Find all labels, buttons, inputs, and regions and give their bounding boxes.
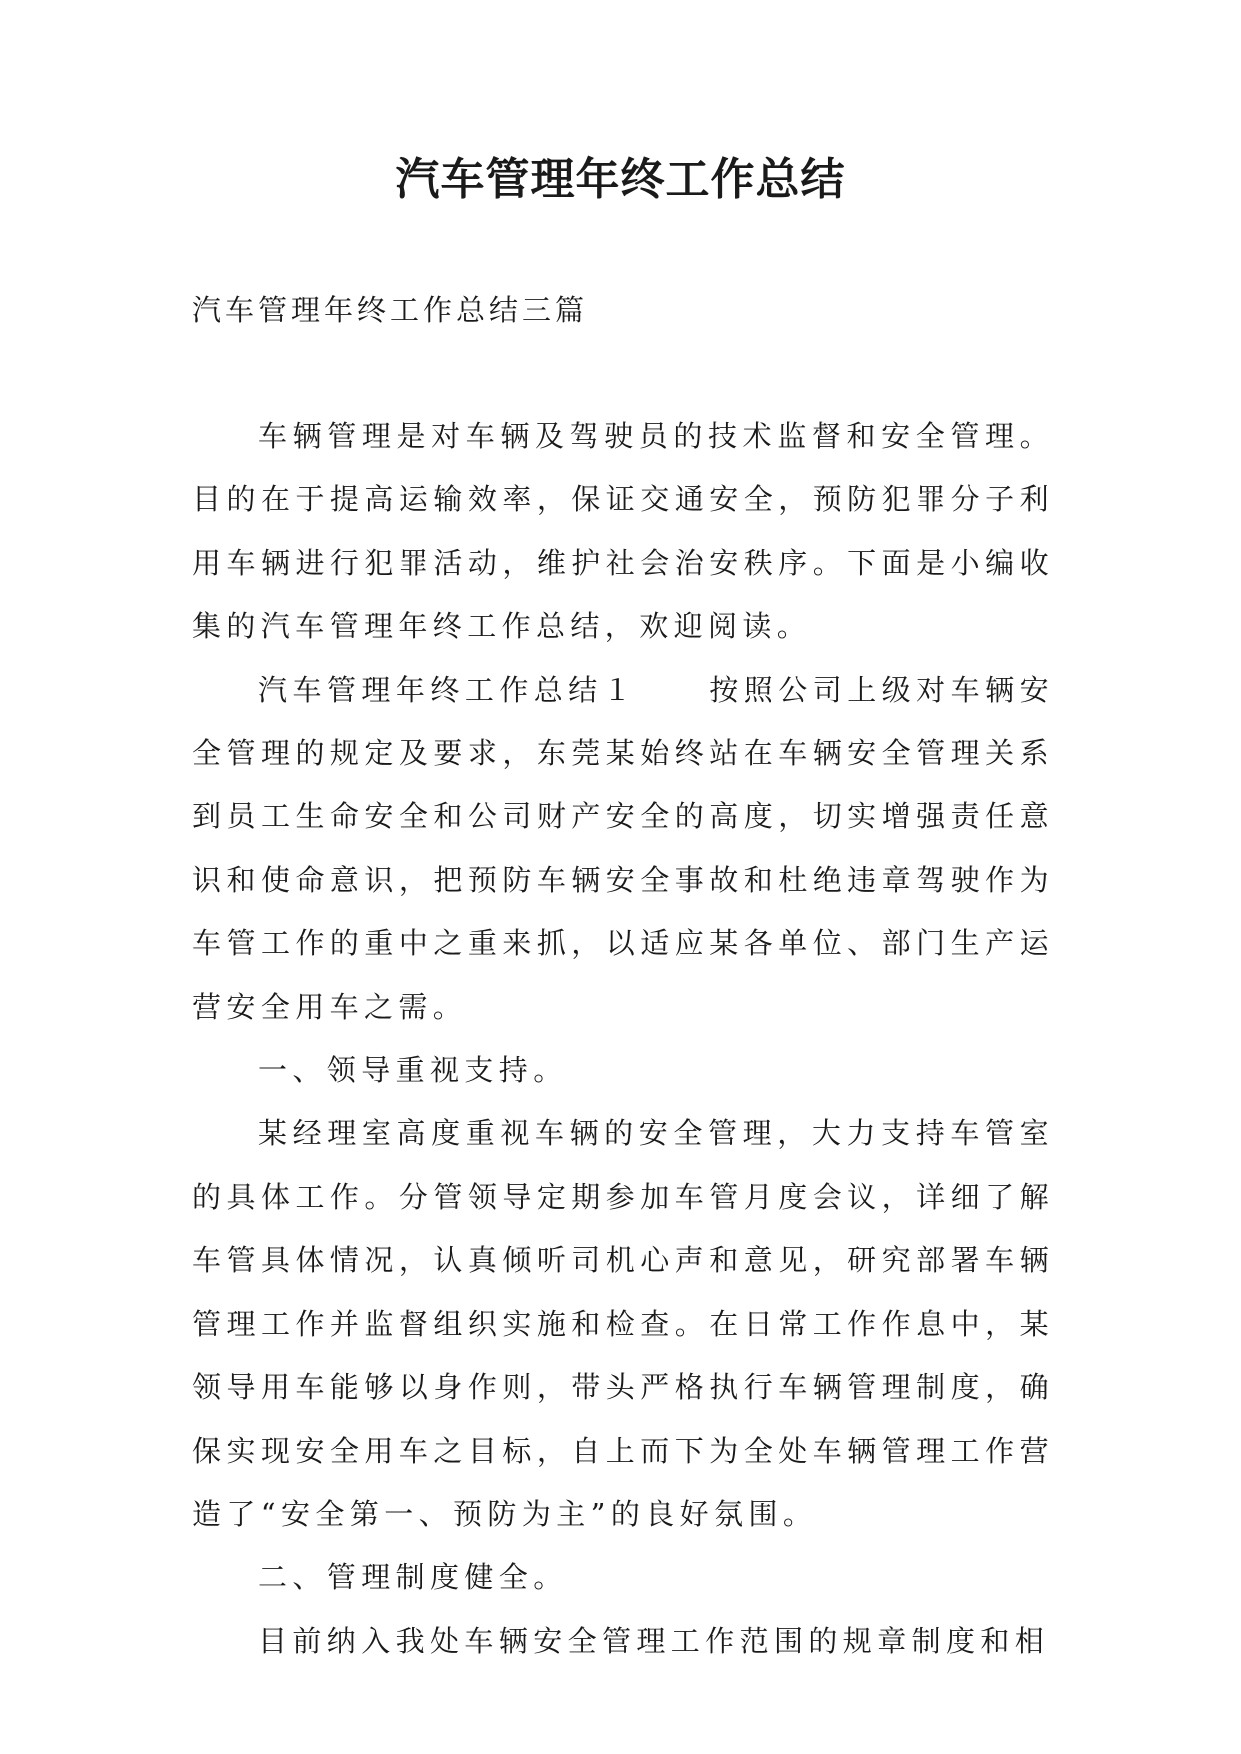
intro-paragraph: 车辆管理是对车辆及驾驶员的技术监督和安全管理。目的在于提高运输效率，保证交通安全，预防犯罪分子利用车辆进行犯罪活动，维护社会治安秩序。下面是小编收集的汽车管理年终工作总结，欢迎阅读。: [192, 419, 1054, 644]
heading-leadership: 一、领导重视支持。: [258, 1053, 568, 1088]
section1-paragraph: [192, 659, 1054, 1039]
management-paragraph: 目前纳入我处车辆安全管理工作范围的规章制度和相: [258, 1623, 1050, 1658]
document-title: 汽车管理年终工作总结: [395, 154, 846, 205]
section1-lead: 按照公司上级对车辆安全: [192, 672, 1054, 771]
section1-text: 管理的规定及要求，东莞某始终站在车辆安全管理关系到员工生命安全和公司财产安全的高度，切实增强责任意识和使命意识，把预防车辆安全事故和杜绝违章驾驶作为车管工作的重中之重来抓，以适应某各单位、部门生产运营安全用车之需。: [192, 736, 1054, 1024]
section1-heading: 汽车管理年终工作总结１: [258, 672, 638, 707]
document-subtitle: 汽车管理年终工作总结三篇: [192, 293, 589, 327]
heading-management: 二、管理制度健全。: [258, 1560, 568, 1595]
document-body: [192, 405, 1054, 1673]
leadership-paragraph: 某经理室高度重视车辆的安全管理，大力支持车管室的具体工作。分管领导定期参加车管月度会议，详细了解车管具体情况，认真倾听司机心声和意见，研究部署车辆管理工作并监督组织实施和检查。在日常工作作息中，某领导用车能够以身作则，带头严格执行车辆管理制度，确保实现安全用车之目标，自上而下为全处车辆管理工作营造了“安全第一、预防为主”的良好氛围。: [192, 1116, 1054, 1531]
